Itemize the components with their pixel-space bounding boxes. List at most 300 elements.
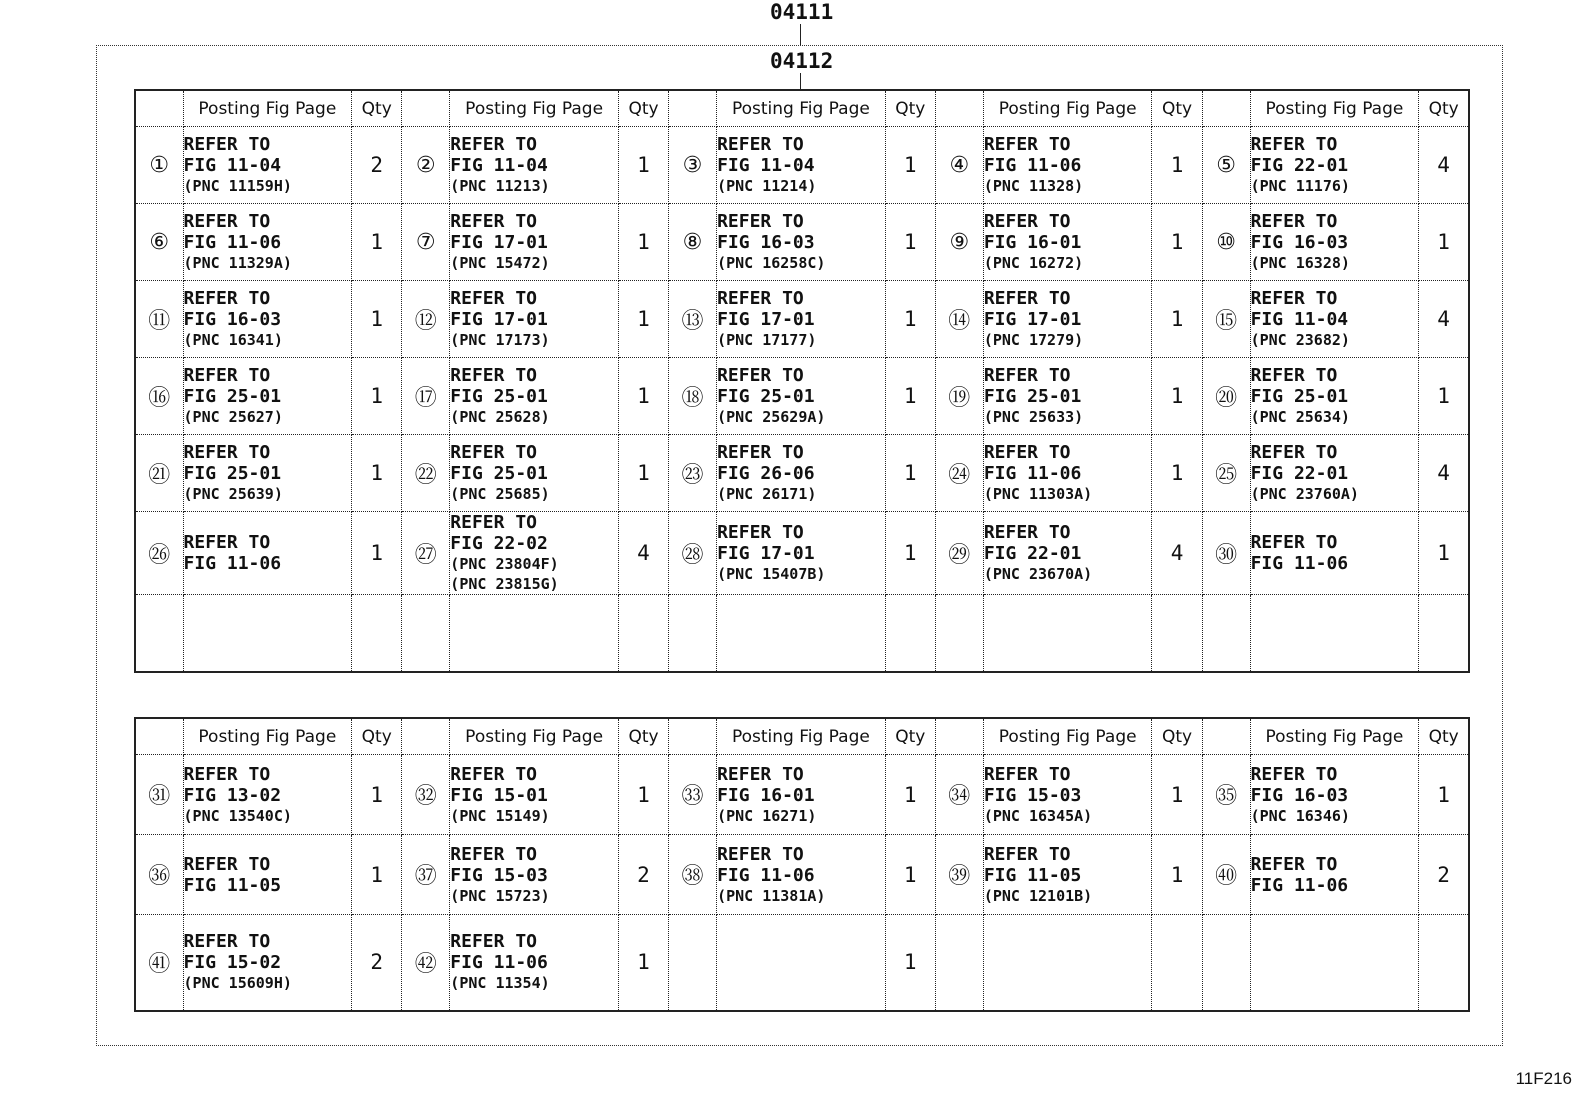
table-row [135,835,1469,915]
reference-cell [183,127,352,204]
reference-line: REFER TO [1250,365,1338,386]
reference-line: FIG 11-04 [183,155,282,176]
reference-line: REFER TO [450,931,537,953]
reference-line: REFER TO [450,211,537,232]
reference-line: REFER TO [983,522,1071,543]
quantity: 2 [352,915,402,1011]
pnc-number: (PNC 23682) [1250,331,1350,349]
quantity: 2 [618,835,668,915]
reference-line: REFER TO [183,931,271,953]
reference-line: FIG 25-01 [1250,386,1349,407]
item-number: ㊶ [135,915,183,1011]
header-item-no [935,718,983,755]
reference-line: FIG 17-01 [983,309,1082,330]
item-number: ㉚ [1202,512,1250,595]
header-posting-fig-page: Posting Fig Page [717,718,886,755]
reference-line: REFER TO [983,763,1071,785]
reference-line: FIG 17-01 [717,543,815,564]
reference-line: REFER TO [450,843,537,865]
table-row [135,204,1469,281]
quantity [1419,915,1469,1011]
reference-cell [717,595,886,672]
reference-line: FIG 17-01 [717,309,815,330]
reference-line: FIG 16-03 [717,232,815,253]
pnc-number: (PNC 15472) [450,254,550,272]
table-row [135,755,1469,835]
reference-cell [717,281,886,358]
pnc-number: (PNC 15723) [450,886,550,905]
reference-line: REFER TO [717,365,804,386]
quantity: 1 [352,835,402,915]
item-number [135,595,183,672]
item-number: ㉙ [935,512,983,595]
pnc-number: (PNC 11381A) [717,886,826,905]
quantity: 1 [885,127,935,204]
reference-line: FIG 11-04 [450,155,548,176]
item-number [669,915,717,1011]
reference-line: FIG 16-03 [1250,232,1349,253]
item-number: ⑥ [135,204,183,281]
reference-cell [983,358,1152,435]
header-qty: Qty [1419,718,1469,755]
reference-line: FIG 25-01 [983,386,1082,407]
reference-line: FIG 25-01 [183,386,282,407]
reference-line: REFER TO [717,763,804,785]
reference-cell [1250,512,1419,595]
quantity: 1 [1152,835,1202,915]
pnc-number: (PNC 16346) [1250,806,1350,825]
header-item-no [669,90,717,127]
table-row [135,358,1469,435]
reference-cell [183,835,352,915]
pnc-number: (PNC 15407B) [717,565,826,583]
reference-cell [1250,204,1419,281]
reference-line: REFER TO [450,288,537,309]
item-number: ㉔ [935,435,983,512]
reference-line: FIG 11-06 [983,155,1082,176]
pnc-number: (PNC 11328) [983,177,1084,195]
table-row [135,435,1469,512]
figure-id: 11F216 [1515,1069,1572,1088]
quantity: 1 [618,281,668,358]
quantity [1152,915,1202,1011]
reference-line: REFER TO [183,288,271,309]
pnc-number: (PNC 23670A) [983,565,1093,583]
reference-line: FIG 11-06 [1250,874,1349,896]
pnc-number: (PNC 25685) [450,485,550,503]
quantity: 1 [618,755,668,835]
header-item-no [935,90,983,127]
reference-line: REFER TO [717,134,804,155]
item-number: ㊳ [669,835,717,915]
header-posting-fig-page: Posting Fig Page [183,718,352,755]
item-number: ⑪ [135,281,183,358]
quantity: 1 [1419,204,1469,281]
reference-line: REFER TO [983,442,1071,463]
quantity: 1 [885,835,935,915]
reference-line: FIG 11-06 [983,463,1082,484]
pnc-number: (PNC 11159H) [183,177,292,195]
pnc-number: (PNC 23815G) [450,575,559,593]
quantity: 4 [1419,127,1469,204]
reference-cell [450,127,619,204]
reference-line: FIG 16-03 [1250,784,1349,806]
item-number [935,915,983,1011]
item-number: ⑨ [935,204,983,281]
header-posting-fig-page: Posting Fig Page [717,90,886,127]
reference-line: FIG 11-04 [717,155,815,176]
quantity: 4 [1152,512,1202,595]
reference-line: FIG 16-01 [717,784,815,806]
header-item-no [1202,718,1250,755]
reference-line: FIG 22-01 [1250,155,1349,176]
item-number: ⑤ [1202,127,1250,204]
pnc-number: (PNC 25639) [183,485,283,503]
quantity: 1 [885,755,935,835]
quantity: 1 [352,204,402,281]
reference-cell [983,204,1152,281]
reference-line: REFER TO [983,843,1071,865]
header-qty: Qty [618,718,668,755]
reference-line: FIG 13-02 [183,784,282,806]
item-number [1202,595,1250,672]
header-posting-fig-page: Posting Fig Page [983,718,1152,755]
item-number: ㊷ [402,915,450,1011]
pnc-number: (PNC 15149) [450,806,550,825]
quantity: 4 [618,512,668,595]
pnc-number: (PNC 17177) [717,331,817,349]
pnc-number: (PNC 15609H) [183,974,292,993]
quantity: 1 [885,512,935,595]
header-item-no [402,90,450,127]
pnc-number: (PNC 11213) [450,177,550,195]
pnc-number: (PNC 11214) [717,177,817,195]
reference-line: REFER TO [983,211,1071,232]
pnc-number: (PNC 11329A) [183,254,292,272]
pnc-number: (PNC 25629A) [717,408,826,426]
table-row [135,281,1469,358]
reference-line: REFER TO [450,512,537,533]
reference-cell [983,595,1152,672]
quantity: 1 [352,358,402,435]
quantity: 1 [618,358,668,435]
pnc-number: (PNC 25633) [983,408,1084,426]
reference-cell [983,281,1152,358]
reference-line: FIG 25-01 [450,386,548,407]
reference-line: FIG 11-04 [1250,309,1349,330]
item-number: ⑫ [402,281,450,358]
pnc-number: (PNC 13540C) [183,806,292,825]
quantity: 2 [352,127,402,204]
reference-cell [450,281,619,358]
header-qty: Qty [1152,90,1202,127]
reference-line: REFER TO [717,522,804,543]
reference-line: FIG 22-01 [1250,463,1349,484]
quantity: 1 [1152,204,1202,281]
header-qty: Qty [352,718,402,755]
item-number [669,595,717,672]
reference-cell [1250,835,1419,915]
reference-line: REFER TO [1250,763,1338,785]
reference-cell [1250,281,1419,358]
header-qty: Qty [352,90,402,127]
quantity: 1 [1152,281,1202,358]
header-item-no [669,718,717,755]
pnc-number: (PNC 16341) [183,331,283,349]
quantity: 1 [885,435,935,512]
quantity: 1 [885,915,935,1011]
header-qty: Qty [1419,90,1469,127]
item-number: ㉞ [935,755,983,835]
reference-line: REFER TO [983,365,1071,386]
quantity: 1 [618,127,668,204]
reference-cell [450,835,619,915]
pnc-number: (PNC 11176) [1250,177,1350,195]
item-number: ㉝ [669,755,717,835]
quantity [1152,595,1202,672]
reference-line: REFER TO [183,442,271,463]
quantity: 1 [618,915,668,1011]
parts-table-top [134,89,1470,673]
header-row [135,718,1469,755]
reference-cell [717,435,886,512]
reference-line: REFER TO [450,365,537,386]
reference-line: REFER TO [1250,442,1338,463]
quantity: 1 [1419,755,1469,835]
reference-cell [450,915,619,1011]
reference-line: FIG 26-06 [717,463,815,484]
quantity: 4 [1419,435,1469,512]
pnc-number: (PNC 12101B) [983,886,1093,905]
item-number: ⑬ [669,281,717,358]
item-number: ㉕ [1202,435,1250,512]
header-posting-fig-page: Posting Fig Page [450,90,619,127]
reference-cell [983,915,1152,1011]
reference-cell [183,435,352,512]
reference-cell [1250,755,1419,835]
quantity: 2 [1419,835,1469,915]
reference-cell [183,281,352,358]
pnc-number: (PNC 26171) [717,485,817,503]
item-number [1202,915,1250,1011]
table-row [135,127,1469,204]
quantity: 1 [1152,127,1202,204]
reference-line: REFER TO [183,211,271,232]
reference-cell [983,755,1152,835]
header-item-no [135,90,183,127]
header-qty: Qty [618,90,668,127]
item-number: ⑭ [935,281,983,358]
reference-line: REFER TO [450,763,537,785]
reference-line: FIG 11-05 [183,874,282,896]
item-number: ㉑ [135,435,183,512]
item-number: ③ [669,127,717,204]
reference-cell [183,512,352,595]
quantity: 1 [1152,755,1202,835]
reference-line: REFER TO [983,288,1071,309]
reference-line: FIG 15-03 [983,784,1082,806]
assembly-code: 04111 [770,0,834,24]
pnc-number: (PNC 23760A) [1250,485,1359,503]
reference-cell [717,512,886,595]
pnc-number: (PNC 16328) [1250,254,1350,272]
reference-cell [983,835,1152,915]
header-posting-fig-page: Posting Fig Page [983,90,1152,127]
reference-line: FIG 15-02 [183,952,282,974]
reference-line: REFER TO [717,843,804,865]
item-number: ㉟ [1202,755,1250,835]
item-number: ㉛ [135,755,183,835]
reference-cell [717,755,886,835]
pnc-number: (PNC 16271) [717,806,817,825]
item-number: ② [402,127,450,204]
item-number: ⑮ [1202,281,1250,358]
quantity: 1 [1419,512,1469,595]
quantity [1419,595,1469,672]
item-number: ㉖ [135,512,183,595]
reference-cell [183,915,352,1011]
reference-cell [983,512,1152,595]
item-number [402,595,450,672]
quantity: 1 [352,435,402,512]
reference-cell [1250,358,1419,435]
reference-line: REFER TO [1250,853,1338,875]
quantity [618,595,668,672]
reference-line: REFER TO [183,763,271,785]
reference-line: REFER TO [1250,211,1338,232]
reference-cell [717,127,886,204]
pnc-number: (PNC 16258C) [717,254,826,272]
item-number: ㊴ [935,835,983,915]
quantity: 1 [1419,358,1469,435]
quantity: 1 [1152,435,1202,512]
item-number: ㉘ [669,512,717,595]
item-number: ㊵ [1202,835,1250,915]
reference-line: REFER TO [183,365,271,386]
reference-cell [717,204,886,281]
item-number: ㉓ [669,435,717,512]
item-number: ⑧ [669,204,717,281]
subassembly-leader-line [800,73,801,89]
item-number: ⑩ [1202,204,1250,281]
item-number: ㊱ [135,835,183,915]
reference-line: REFER TO [983,134,1071,155]
pnc-number: (PNC 16345A) [983,806,1093,825]
reference-line: FIG 16-03 [183,309,282,330]
header-posting-fig-page: Posting Fig Page [1250,718,1419,755]
header-posting-fig-page: Posting Fig Page [183,90,352,127]
table-row [135,595,1469,672]
reference-line: FIG 11-06 [183,232,282,253]
reference-line: FIG 15-01 [450,784,548,806]
reference-cell [450,512,619,595]
reference-line: REFER TO [450,134,537,155]
reference-cell [450,435,619,512]
pnc-number: (PNC 23804F) [450,555,559,573]
reference-line: REFER TO [717,211,804,232]
item-number: ㉗ [402,512,450,595]
quantity: 1 [618,204,668,281]
quantity: 1 [885,281,935,358]
reference-line: REFER TO [183,134,271,155]
pnc-number: (PNC 16272) [983,254,1084,272]
reference-cell [450,358,619,435]
reference-cell [983,127,1152,204]
table-row [135,915,1469,1011]
item-number: ⑲ [935,358,983,435]
item-number: ① [135,127,183,204]
pnc-number: (PNC 17173) [450,331,550,349]
item-number: ④ [935,127,983,204]
quantity: 4 [1419,281,1469,358]
item-number: ⑰ [402,358,450,435]
reference-line: FIG 16-01 [983,232,1082,253]
quantity: 1 [352,755,402,835]
reference-line: FIG 25-01 [717,386,815,407]
reference-cell [183,204,352,281]
reference-line: REFER TO [717,442,804,463]
reference-cell [1250,127,1419,204]
header-row [135,90,1469,127]
quantity: 1 [352,281,402,358]
reference-line: FIG 17-01 [450,232,548,253]
reference-cell [1250,435,1419,512]
reference-line: FIG 11-06 [450,952,548,974]
reference-cell [183,358,352,435]
reference-cell [450,755,619,835]
item-number: ⑦ [402,204,450,281]
reference-cell [1250,595,1419,672]
reference-line: FIG 25-01 [183,463,282,484]
pnc-number: (PNC 25634) [1250,408,1350,426]
reference-line: REFER TO [183,853,271,875]
parts-table-bottom [134,717,1470,1012]
pnc-number: (PNC 11354) [450,974,550,993]
quantity: 1 [1152,358,1202,435]
table-row [135,512,1469,595]
reference-cell [717,358,886,435]
subassembly-code: 04112 [770,49,834,73]
header-posting-fig-page: Posting Fig Page [450,718,619,755]
reference-line: FIG 11-05 [983,864,1082,886]
header-qty: Qty [885,90,935,127]
item-number: ㉒ [402,435,450,512]
reference-cell [1250,915,1419,1011]
reference-line: FIG 11-06 [717,864,815,886]
reference-cell [450,595,619,672]
item-number: ㊲ [402,835,450,915]
quantity: 1 [885,358,935,435]
header-item-no [135,718,183,755]
item-number: ㉜ [402,755,450,835]
item-number [935,595,983,672]
reference-line: REFER TO [450,442,537,463]
assembly-leader-line [800,24,801,45]
quantity: 1 [352,512,402,595]
reference-line: FIG 22-01 [983,543,1082,564]
reference-cell [183,595,352,672]
quantity [885,595,935,672]
reference-cell [183,755,352,835]
quantity: 1 [618,435,668,512]
pnc-number: (PNC 25628) [450,408,550,426]
header-posting-fig-page: Posting Fig Page [1250,90,1419,127]
reference-cell [717,915,886,1011]
reference-line: REFER TO [717,288,804,309]
quantity: 1 [885,204,935,281]
reference-cell [450,204,619,281]
reference-line: FIG 15-03 [450,864,548,886]
